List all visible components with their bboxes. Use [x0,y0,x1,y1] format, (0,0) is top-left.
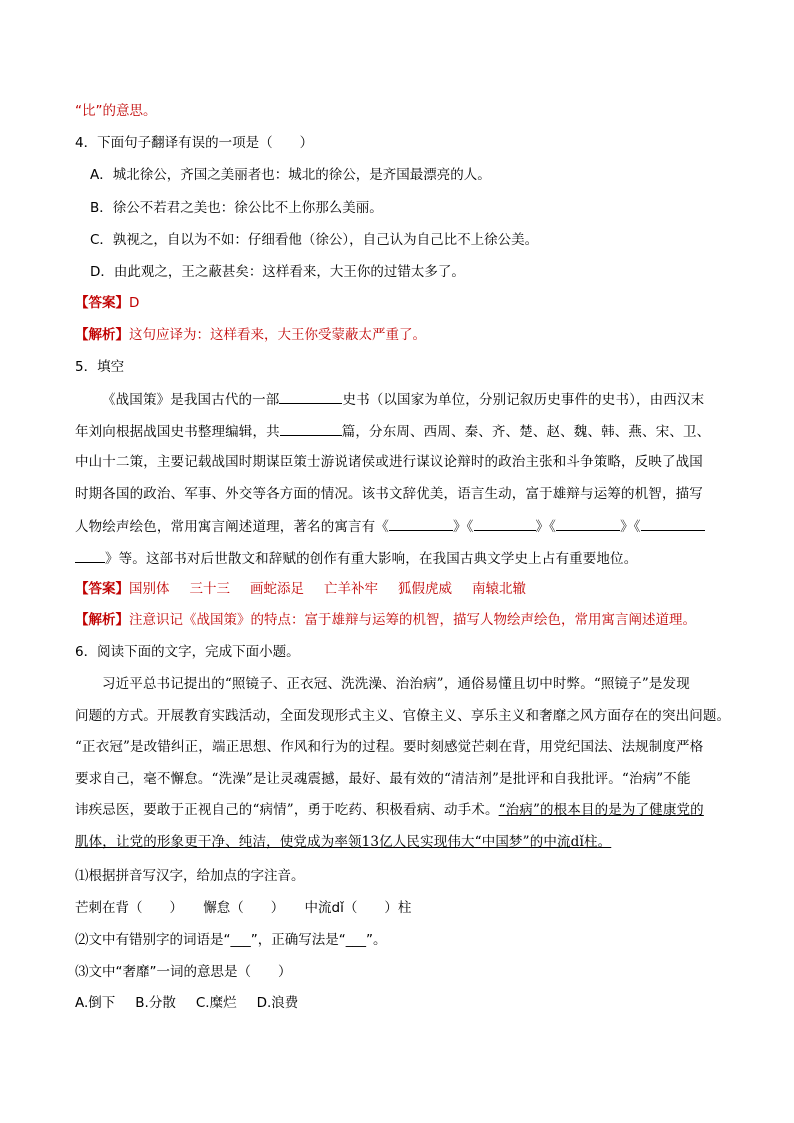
q5-stem-text: 5．填空 [75,359,125,375]
q5-ans-4: 亡羊补牢 [324,581,378,597]
q6-sub1-text: ⑴根据拼音写汉字，给加点的字注音。 [75,868,305,884]
q4-option-c-text: C．孰视之，自以为不如：仔细看他（徐公），自己认为自己比不上徐公美。 [90,232,539,248]
q6-passage-line-6 [75,832,611,852]
q6-p6-underlined: 肌体，让党的形象更干净、纯洁，使党成为率领13亿人民实现伟大“中国梦”的中流dǐ柱。 [75,834,612,850]
q5-quote-sep-1: 》《 [452,519,474,535]
q5-stem [75,357,124,377]
q6-sub2 [75,930,386,950]
q6-opt-b[interactable]: B.分散 [135,995,176,1011]
q4-answer-value: D [129,295,140,311]
q6-p3: “正衣冠”是改错纠正，端正思想、作风和行为的过程。要时刻感觉芒刺在背，用党纪国法、法规制度严格 [75,739,704,755]
q6-opt-d[interactable]: D.浪费 [256,995,299,1011]
q6-sub1 [75,866,305,886]
q5-l1a: 《战国策》是我国古代的一部 [102,392,280,408]
q4-analysis [75,325,426,345]
q5-passage-line-3 [75,452,703,472]
analysis-label: 【解析】 [75,612,129,628]
q6-sub3 [75,962,292,982]
q6-passage-line-4 [75,769,691,789]
q5-l2b: 篇，分东周、西周、秦、齐、楚、赵、魏、韩、燕、宋、卫、 [341,424,711,440]
q5-answer [75,579,526,599]
q4-stem [75,133,313,153]
q5-blank-6[interactable] [641,515,705,531]
q5-blank-2[interactable] [280,420,342,436]
q6-sub3-text: ⑶文中“奢靡”一词的意思是（ ） [75,964,292,980]
answer-label: 【答案】 [75,581,129,597]
q6-p1: 习近平总书记提出的“照镜子、正衣冠、洗洗澡、治治病”，通俗易懂且切中时弊。“照镜子”是发现 [102,676,690,692]
q6-sub3-options [75,993,298,1013]
q5-blank-1[interactable] [279,388,342,404]
q5-l1b: 史书（以国家为单位，分别记叙历史事件的史书），由西汉末 [342,392,705,408]
q5-analysis-text: 注意识记《战国策》的特点：富于雄辩与运筹的机智，描写人物绘声绘色，常用寓言阐述道理。 [129,612,696,628]
q5-ans-5: 狐假虎威 [398,581,452,597]
q5-l6: 》等。这部书对后世散文和辞赋的创作有重大影响，在我国古典文学史上占有重要地位。 [105,551,638,567]
q6-stem [75,642,300,662]
prev-answer-tail [75,101,157,121]
q5-blank-6-cont[interactable] [75,547,105,563]
q6-passage-line-1 [102,674,690,694]
q5-ans-1: 国别体 [129,581,170,597]
q6-p5b-underlined: “治病”的根本目的是为了健康党的 [498,802,704,818]
q4-option-c[interactable] [90,230,538,250]
q6-sub2-text: ⑵文中有错别字的词语是“___”，正确写法是“___”。 [75,932,387,948]
q5-l2a: 年刘向根据战国史书整理编辑，共 [75,424,280,440]
q4-option-a-text: A．城北徐公，齐国之美丽者也：城北的徐公，是齐国最漂亮的人。 [90,167,491,183]
q5-passage-line-5 [75,515,705,537]
q5-analysis [75,610,696,630]
q5-l3: 中山十二策，主要记载战国时期谋臣策士游说诸侯或进行谋议论辩时的政治主张和斗争策略，反映了战国 [75,454,703,470]
q5-ans-3: 画蛇添足 [250,581,304,597]
prev-answer-text: “比”的意思。 [75,103,157,119]
analysis-label: 【解析】 [75,327,129,343]
q4-option-a[interactable] [90,165,491,185]
q5-quote-sep-3: 》《 [620,519,641,535]
q5-passage-line-4 [75,484,703,504]
q6-passage-line-5 [75,800,704,820]
q4-option-d-text: D．由此观之，王之蔽甚矣：这样看来，大王你的过错太多了。 [90,264,465,280]
q6-p2: 问题的方式。开展教育实践活动，全面发现形式主义、官僚主义、享乐主义和奢靡之风方面存在的突出问题。 [75,708,731,724]
q5-passage-line-1 [102,388,704,410]
q5-answer-values [129,581,526,597]
q6-passage-line-2 [75,706,730,726]
q5-quote-open: 《 [375,519,389,535]
q6-p5a: 讳疾忌医，要敢于正视自己的“病情”，勇于吃药、积极看病、动手术。 [75,802,499,818]
q5-blank-4[interactable] [474,515,536,531]
q6-p4: 要求自己，毫不懈怠。“洗澡”是让灵魂震撼，最好、最有效的“清洁剂”是批评和自我批评。“治病”不能 [75,771,691,787]
q5-ans-2: 三十三 [189,581,230,597]
q5-ans-6: 南辕北辙 [472,581,526,597]
q6-passage-line-3 [75,737,703,757]
q5-blank-5[interactable] [556,515,620,531]
q5-l5: 人物绘声绘色，常用寓言阐述道理，著名的寓言有 [75,519,376,535]
q6-sub1-items [75,898,411,918]
q5-l4: 时期各国的政治、军事、外交等各方面的情况。该书文辞优美，语言生动，富于雄辩与运筹的机智，描写 [75,486,703,502]
q6-opt-a[interactable]: A.倒下 [75,995,116,1011]
q4-option-b[interactable] [90,198,383,218]
answer-label: 【答案】 [75,295,129,311]
q5-passage-line-2 [75,420,710,442]
q4-answer [75,293,139,313]
q4-analysis-text: 这句应译为：这样看来，大王你受蒙蔽太严重了。 [129,327,426,343]
q4-stem-text: 4．下面句子翻译有误的一项是（ ） [75,135,314,151]
q5-passage-line-6 [75,547,637,569]
q6-stem-text: 6．阅读下面的文字，完成下面小题。 [75,644,300,660]
q6-sub1-items-text: 芒刺在背（ ） 懈怠（ ） 中流dǐ（ ）柱 [75,900,412,916]
q4-option-d[interactable] [90,262,465,282]
q5-quote-sep-2: 》《 [535,519,557,535]
q6-opt-c[interactable]: C.糜烂 [195,995,237,1011]
q5-blank-3[interactable] [389,515,453,531]
q4-option-b-text: B．徐公不若君之美也：徐公比不上你那么美丽。 [90,200,383,216]
